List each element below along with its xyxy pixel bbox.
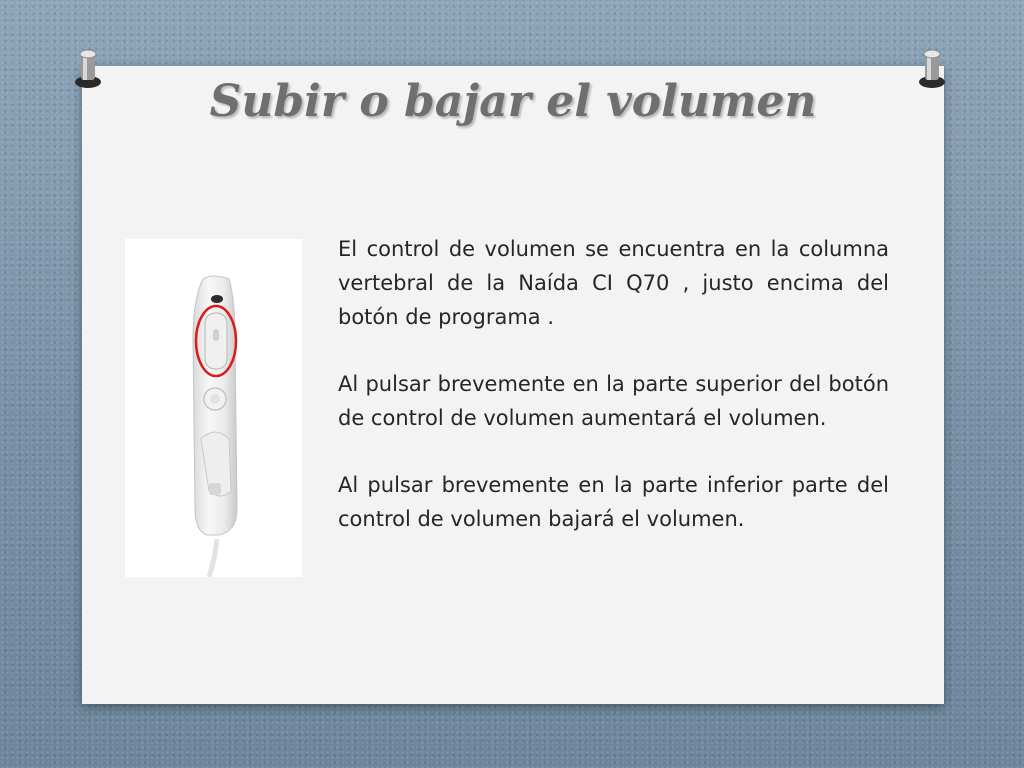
processor-photo [125, 239, 302, 577]
slide-title: Subir o bajar el volumen [209, 76, 817, 127]
slide-body [338, 232, 889, 569]
paragraph-1: El control de volumen se encuentra en la columna vertebral de la Naída CI Q70 , justo encima del botón de programa . [338, 237, 889, 329]
hearing-processor-illustration [125, 239, 302, 577]
paragraph-3: Al pulsar brevemente en la parte inferior parte del control de volumen bajará el volumen. [338, 473, 889, 531]
paragraph-2: Al pulsar brevemente en la parte superior del botón de control de volumen aumentará el volumen. [338, 372, 889, 430]
